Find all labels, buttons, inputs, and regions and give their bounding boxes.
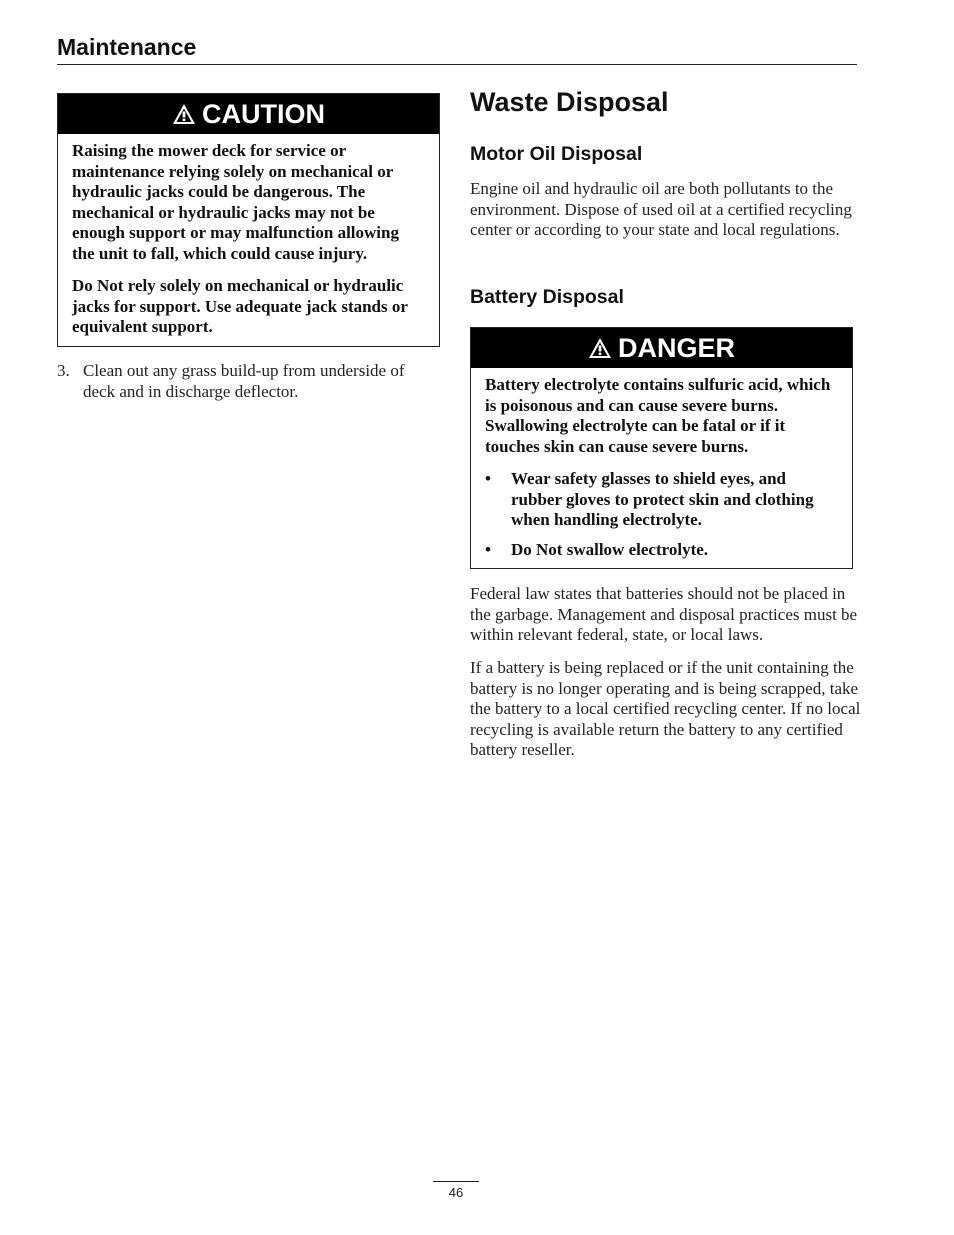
- caution-paragraph: Raising the mower deck for service or maintenance relying solely on mechanical or hydraulic jacks could be dangerous. The mechanical or hydraulic jacks may not be enough support or may malfunction allowing the unit to fall, which could cause injury.: [72, 141, 399, 263]
- danger-title-bar: [471, 328, 852, 368]
- section-header: Maintenance: [57, 34, 197, 60]
- danger-bullet-item: [485, 540, 838, 561]
- caution-paragraph: Do Not rely solely on mechanical or hydraulic jacks for support. Use adequate jack stands or equivalent support.: [72, 276, 408, 336]
- step-text: Clean out any grass build-up from underside of deck and in discharge deflector.: [83, 361, 405, 401]
- step-item: [57, 361, 437, 402]
- caution-title-bar: [58, 94, 439, 134]
- motor-oil-text: Engine oil and hydraulic oil are both pollutants to the environment. Dispose of used oil at a certified recycling center or according to your state and local regulations.: [470, 179, 852, 239]
- caution-box: [57, 93, 440, 347]
- warning-triangle-icon: [588, 337, 612, 359]
- bullet-marker: •: [485, 469, 491, 488]
- danger-box: [470, 327, 853, 569]
- danger-title: DANGER: [617, 332, 735, 363]
- motor-oil-heading: Motor Oil Disposal: [470, 143, 643, 165]
- danger-bullet-item: [485, 469, 838, 531]
- battery-disposal-heading: Battery Disposal: [470, 286, 624, 308]
- warning-triangle-icon: [172, 103, 196, 125]
- step-number: 3.: [57, 361, 70, 380]
- danger-body: [471, 368, 852, 568]
- danger-intro: Battery electrolyte contains sulfuric acid, which is poisonous and can cause severe burns. Swallowing electrolyte can be fatal or if it touches skin can cause severe burns.: [485, 375, 831, 456]
- waste-disposal-title: Waste Disposal: [470, 87, 669, 117]
- footer-rule: [433, 1181, 479, 1182]
- battery-disposal-paragraph: If a battery is being replaced or if the unit containing the battery is no longer operating and is being scrapped, take the battery to a local certified recycling center. If no local recycling is available return the battery to any certified battery reseller.: [470, 658, 861, 759]
- battery-disposal-paragraph: Federal law states that batteries should not be placed in the garbage. Management and disposal practices must be within relevant federal, state, or local laws.: [470, 584, 858, 644]
- header-rule: [57, 64, 857, 65]
- bullet-marker: •: [485, 539, 491, 559]
- caution-title: CAUTION: [202, 98, 325, 129]
- caution-body: [58, 134, 439, 346]
- page-number: 46: [448, 1185, 464, 1200]
- danger-bullet-text: Do Not swallow electrolyte.: [511, 539, 709, 559]
- danger-bullet-text: Wear safety glasses to shield eyes, and rubber gloves to protect skin and clothing when handling electrolyte.: [511, 469, 814, 529]
- danger-bullet-list: [485, 469, 838, 560]
